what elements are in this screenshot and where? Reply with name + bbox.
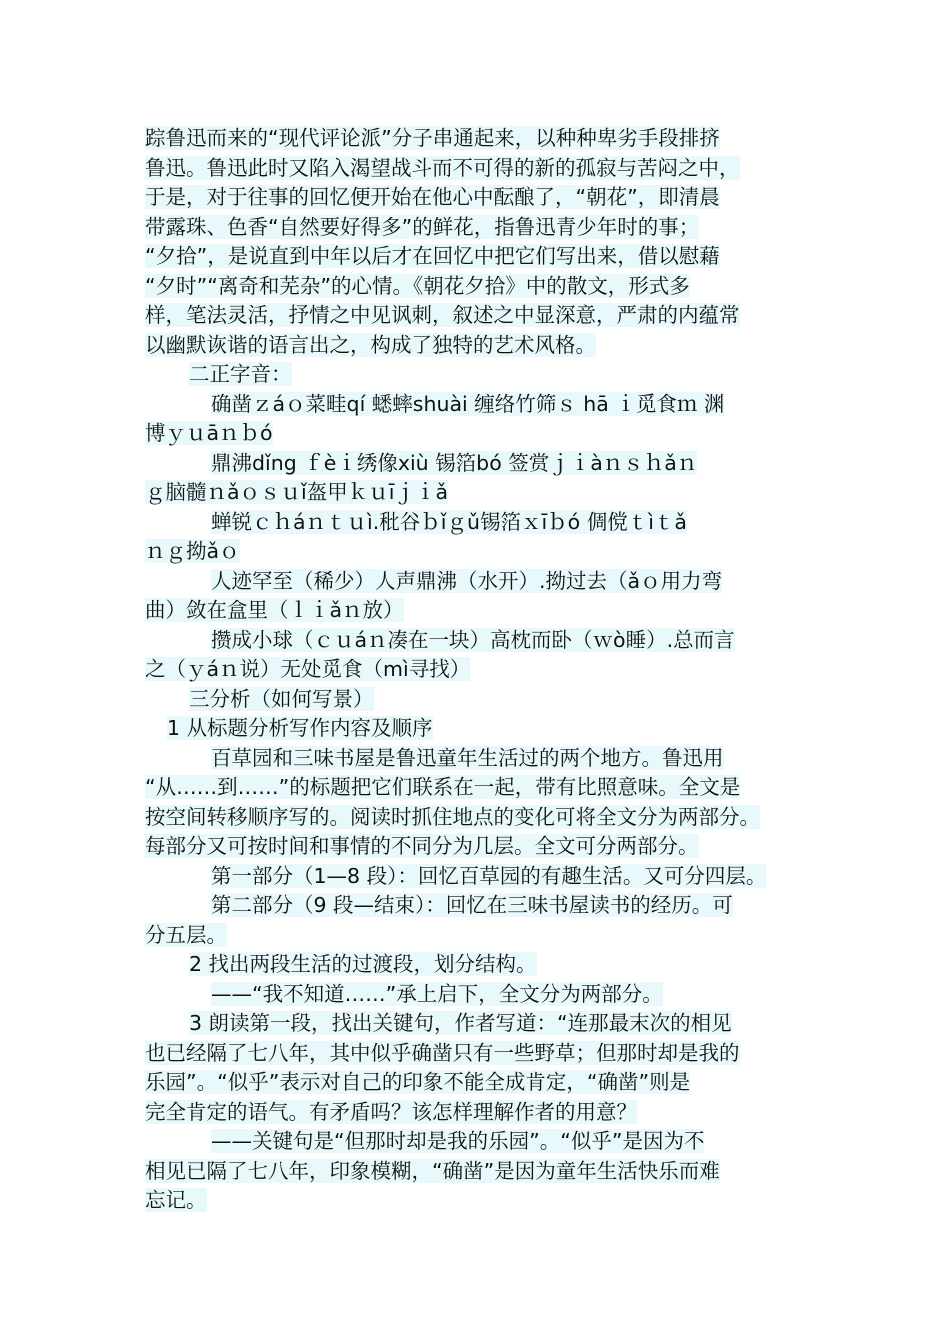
text-line: 之（ｙáｎ说）无处觅食（mì寻找） <box>145 657 471 681</box>
section-heading: 二正字音： <box>189 362 292 386</box>
text-line: 样，笔法灵活，抒情之中见讽刺，叙述之中显深意，严肃的内蕴常 <box>145 303 740 327</box>
text-line: 每部分又可按时间和事情的不同分为几层。全文可分两部分。 <box>145 834 699 858</box>
text-line: ｇ脑髓ｎǎｏｓｕǐ盔甲ｋｕīｊｉǎ <box>145 480 449 504</box>
text-line: 踪鲁迅而来的“现代评论派”分子串通起来，以种种卑劣手段排挤 <box>145 126 720 150</box>
document-body <box>145 124 825 1216</box>
text-line: “从……到……”的标题把它们联系在一起，带有比照意味。全文是 <box>145 775 741 799</box>
text-line: 鼎沸dǐng ｆèｉ绣像xiù 锡箔bó 签赏ｊｉàｎｓｈǎｎ <box>211 450 698 475</box>
text-line: 第二部分（9 段—结束）：回忆在三味书屋读书的经历。可 <box>211 893 733 917</box>
text-line: 人迹罕至（稀少）人声鼎沸（水开）.拗过去（ǎｏ用力弯 <box>211 568 723 593</box>
text-line: 3 朗读第一段，找出关键句，作者写道：“连那最末次的相见 <box>189 1011 732 1035</box>
text-line: 确凿ｚáｏ菜畦qí 蟋蟀shuài 缠络竹筛ｓ hā ｉ觅食ｍ 渊 <box>211 391 725 416</box>
text-line: 以幽默诙谐的语言出之，构成了独特的艺术风格。 <box>145 332 596 357</box>
text-line: 博ｙｕāｎｂó <box>145 421 273 445</box>
text-line: 百草园和三味书屋是鲁迅童年生活过的两个地方。鲁迅用 <box>211 745 724 770</box>
text-line: 分五层。 <box>145 922 227 947</box>
text-line: 忘记。 <box>145 1188 207 1212</box>
text-line: ——“我不知道……”承上启下，全文分为两部分。 <box>211 981 663 1006</box>
text-line: 攒成小球（ｃｕáｎ凑在一块）高枕而卧（ｗò睡）.总而言 <box>211 627 735 652</box>
subsection-heading: 2 找出两段生活的过渡段，划分结构。 <box>189 952 537 976</box>
text-line: 鲁迅。鲁迅此时又陷入渴望战斗而不可得的新的孤寂与苦闷之中， <box>145 155 740 180</box>
section-heading: 三分析（如何写景） <box>189 686 374 711</box>
text-line: 也已经隔了七八年，其中似乎确凿只有一些野草；但那时却是我的 <box>145 1040 740 1065</box>
text-line: 曲）敛在盒里（ｌｉǎｎ放） <box>145 598 404 622</box>
text-line: ｎｇ拗ǎｏ <box>145 539 240 563</box>
text-line: 按空间转移顺序写的。阅读时抓住地点的变化可将全文分为两部分。 <box>145 804 760 829</box>
text-line: 乐园”。“似乎”表示对自己的印象不能全成肯定，“确凿”则是 <box>145 1070 691 1094</box>
text-line: 相见已隔了七八年，印象模糊，“确凿”是因为童年生活快乐而难 <box>145 1158 720 1183</box>
text-line: “夕拾”，是说直到中年以后才在回忆中把它们写出来，借以慰藉 <box>145 244 720 268</box>
text-line: 于是，对于往事的回忆便开始在他心中酝酿了，“朝花”，即清晨 <box>145 185 720 209</box>
text-line: 完全肯定的语气。有矛盾吗？该怎样理解作者的用意？ <box>145 1099 637 1124</box>
text-line: 蝉锐ｃｈáｎｔｕì.秕谷ｂǐｇǔ锡箔ｘīｂó 倜傥ｔìｔǎ <box>211 509 687 534</box>
text-line: 带露珠、色香“自然要好得多”的鲜花，指鲁迅青少年时的事； <box>145 214 700 239</box>
subsection-heading: 1 从标题分析写作内容及顺序 <box>167 716 433 740</box>
text-line: ——关键句是“但那时却是我的乐园”。“似乎”是因为不 <box>211 1129 705 1153</box>
text-line: “夕时”“离奇和芜杂”的心情。《朝花夕拾》中的散文，形式多 <box>145 273 690 298</box>
text-line: 第一部分（1—8 段）：回忆百草园的有趣生活。又可分四层。 <box>211 863 767 888</box>
